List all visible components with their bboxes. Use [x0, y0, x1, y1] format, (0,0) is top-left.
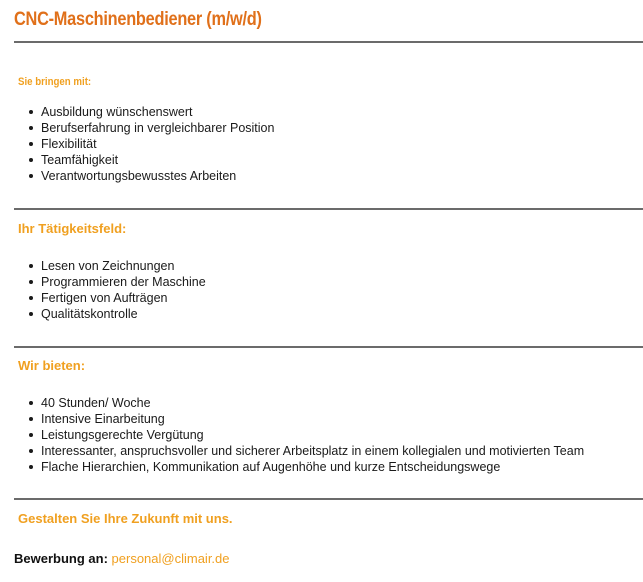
list-item: Ausbildung wünschenswert [27, 104, 274, 120]
section-heading-offer: Wir bieten: [18, 358, 86, 373]
list-item: Lesen von Zeichnungen [27, 258, 206, 274]
list-item: Interessanter, anspruchsvoller und sicherer Arbeitsplatz in einem kollegialen und motivierten Team [27, 443, 584, 459]
divider [14, 346, 643, 348]
section-heading-tasks: Ihr Tätigkeitsfeld: [18, 221, 127, 236]
list-item: Flache Hierarchien, Kommunikation auf Augenhöhe und kurze Entscheidungswege [27, 459, 584, 475]
list-item: Fertigen von Aufträgen [27, 290, 206, 306]
list-item: Flexibilität [27, 136, 274, 152]
offer-list [27, 395, 584, 475]
page-title: CNC-Maschinenbediener (m/w/d) [14, 9, 262, 30]
list-item: Teamfähigkeit [27, 152, 274, 168]
application-label: Bewerbung an: [14, 551, 108, 566]
list-item: Qualitätskontrolle [27, 306, 206, 322]
divider [14, 498, 643, 500]
email-link[interactable]: personal@climair.de [111, 551, 230, 566]
divider [14, 208, 643, 210]
list-item: Programmieren der Maschine [27, 274, 206, 290]
requirements-list [27, 104, 274, 184]
divider [14, 41, 643, 43]
list-item: Berufserfahrung in vergleichbarer Position [27, 120, 274, 136]
list-item: Leistungsgerechte Vergütung [27, 427, 584, 443]
list-item: 40 Stunden/ Woche [27, 395, 584, 411]
list-item: Intensive Einarbeitung [27, 411, 584, 427]
list-item: Verantwortungsbewusstes Arbeiten [27, 168, 274, 184]
tasks-list [27, 258, 206, 322]
section-heading-requirements: Sie bringen mit: [18, 76, 92, 88]
closing-text: Gestalten Sie Ihre Zukunft mit uns. [18, 511, 233, 526]
application-line [14, 551, 230, 566]
